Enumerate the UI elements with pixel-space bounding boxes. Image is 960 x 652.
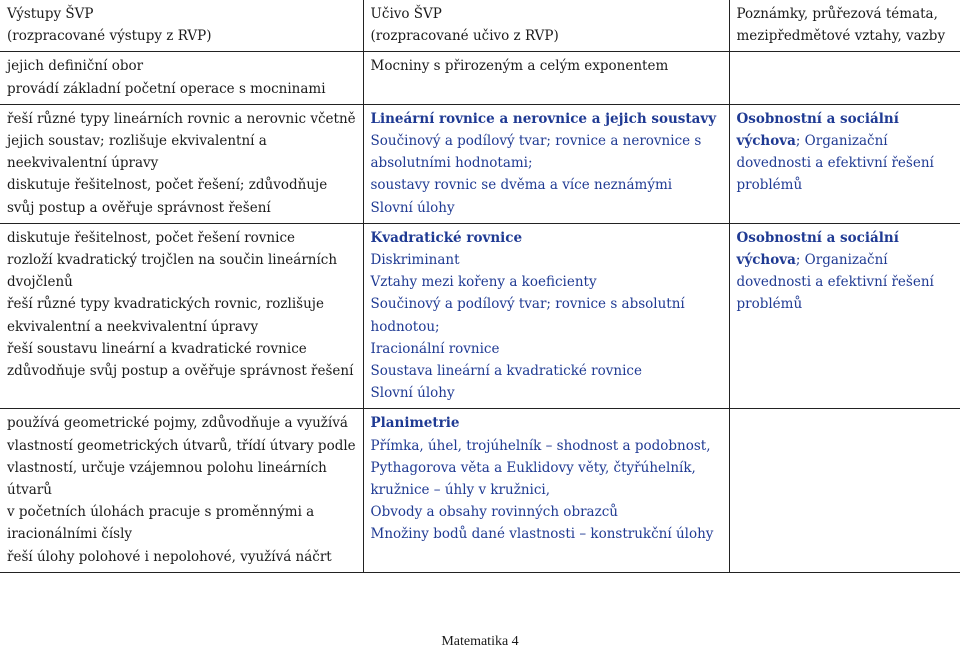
notes-cell	[729, 409, 960, 572]
output-item: řeší různé typy kvadratických rovnic, rozlišuje ekvivalentní a neekvivalentní úpravy	[7, 296, 324, 335]
table-row	[0, 52, 960, 104]
header-outputs-subtitle: (rozpracované výstupy z RVP)	[7, 28, 212, 45]
header-outputs	[0, 0, 363, 52]
outputs-cell	[0, 223, 363, 409]
output-item: jejich definiční obor	[7, 58, 144, 75]
topic-item: Součinový a podílový tvar; rovnice a nerovnice s absolutními hodnotami;	[370, 133, 702, 172]
topics-cell	[363, 52, 729, 104]
topic-item: Diskriminant	[370, 252, 460, 269]
table-row	[0, 223, 960, 409]
output-item: provádí základní početní operace s mocninami	[7, 80, 326, 97]
header-topics	[363, 0, 729, 52]
output-item: diskutuje řešitelnost, počet řešení rovnice	[7, 229, 295, 246]
topics-cell	[363, 104, 729, 223]
notes-cell	[729, 223, 960, 409]
output-item: řeší různé typy lineárních rovnic a nerovnic včetně jejich soustav; rozlišuje ekvivalentní a neekvivalentní úpravy	[7, 110, 356, 172]
header-notes	[729, 0, 960, 52]
output-item: diskutuje řešitelnost, počet řešení; zdůvodňuje svůj postup a ověřuje správnost řešení	[7, 177, 328, 216]
topic-item: Soustava lineární a kvadratické rovnice	[370, 363, 642, 380]
topic-item: Slovní úlohy	[370, 199, 455, 216]
topic-item: Obvody a obsahy rovinných obrazců	[370, 504, 618, 521]
topic-title: Planimetrie	[370, 415, 460, 432]
notes-cell	[729, 52, 960, 104]
notes-cell	[729, 104, 960, 223]
output-item: používá geometrické pojmy, zdůvodňuje a využívá vlastností geometrických útvarů, třídí útvary podle vlastností, určuje vzájemnou polohu lineárních útvarů	[7, 415, 356, 499]
topic-item: Slovní úlohy	[370, 385, 455, 402]
output-item: rozloží kvadratický trojčlen na součin lineárních dvojčlenů	[7, 252, 338, 291]
cross-topic-name: Osobnostní a sociální výchova	[736, 229, 899, 269]
output-item: řeší úlohy polohové i nepolohové, využívá náčrt	[7, 548, 332, 565]
output-item: zdůvodňuje svůj postup a ověřuje správnost řešení	[7, 363, 354, 380]
outputs-cell	[0, 104, 363, 223]
cross-topic-detail: ; Organizační dovednosti a efektivní řešení problémů	[736, 133, 934, 194]
header-row	[0, 0, 960, 52]
header-notes-title: Poznámky, průřezová témata,	[736, 6, 938, 22]
outputs-cell	[0, 409, 363, 572]
table-row	[0, 104, 960, 223]
topic-item: Mocniny s přirozeným a celým exponentem	[370, 58, 669, 75]
topic-item: Iracionální rovnice	[370, 340, 500, 357]
topics-cell	[363, 223, 729, 409]
header-outputs-title: Výstupy ŠVP	[7, 6, 94, 22]
header-topics-title: Učivo ŠVP	[370, 6, 442, 22]
cross-topic-name: Osobnostní a sociální výchova	[736, 110, 899, 150]
cross-topic-detail: ; Organizační dovednosti a efektivní řešení problémů	[736, 252, 934, 313]
topic-item: Přímka, úhel, trojúhelník – shodnost a podobnost, Pythagorova věta a Euklidovy věty, čtyřúhelník, kružnice – úhly v kružnici,	[370, 437, 711, 499]
topic-title: Kvadratické rovnice	[370, 229, 523, 246]
output-item: v početních úlohách pracuje s proměnnými a iracionálními čísly	[7, 504, 315, 543]
outputs-cell	[0, 52, 363, 104]
topic-title: Lineární rovnice a nerovnice a jejich soustavy	[370, 110, 717, 127]
table-row	[0, 409, 960, 572]
page-footer: Matematika 4	[441, 634, 519, 649]
header-topics-subtitle: (rozpracované učivo z RVP)	[370, 28, 559, 45]
topics-cell	[363, 409, 729, 572]
topic-item: Množiny bodů dané vlastnosti – konstrukční úlohy	[370, 526, 714, 543]
header-notes-subtitle: mezipředmětové vztahy, vazby	[736, 28, 946, 45]
topic-item: Vztahy mezi kořeny a koeficienty	[370, 274, 597, 291]
output-item: řeší soustavu lineární a kvadratické rovnice	[7, 340, 307, 357]
topic-item: Součinový a podílový tvar; rovnice s absolutní hodnotou;	[370, 296, 685, 335]
topic-item: soustavy rovnic se dvěma a více neznámými	[370, 177, 673, 194]
